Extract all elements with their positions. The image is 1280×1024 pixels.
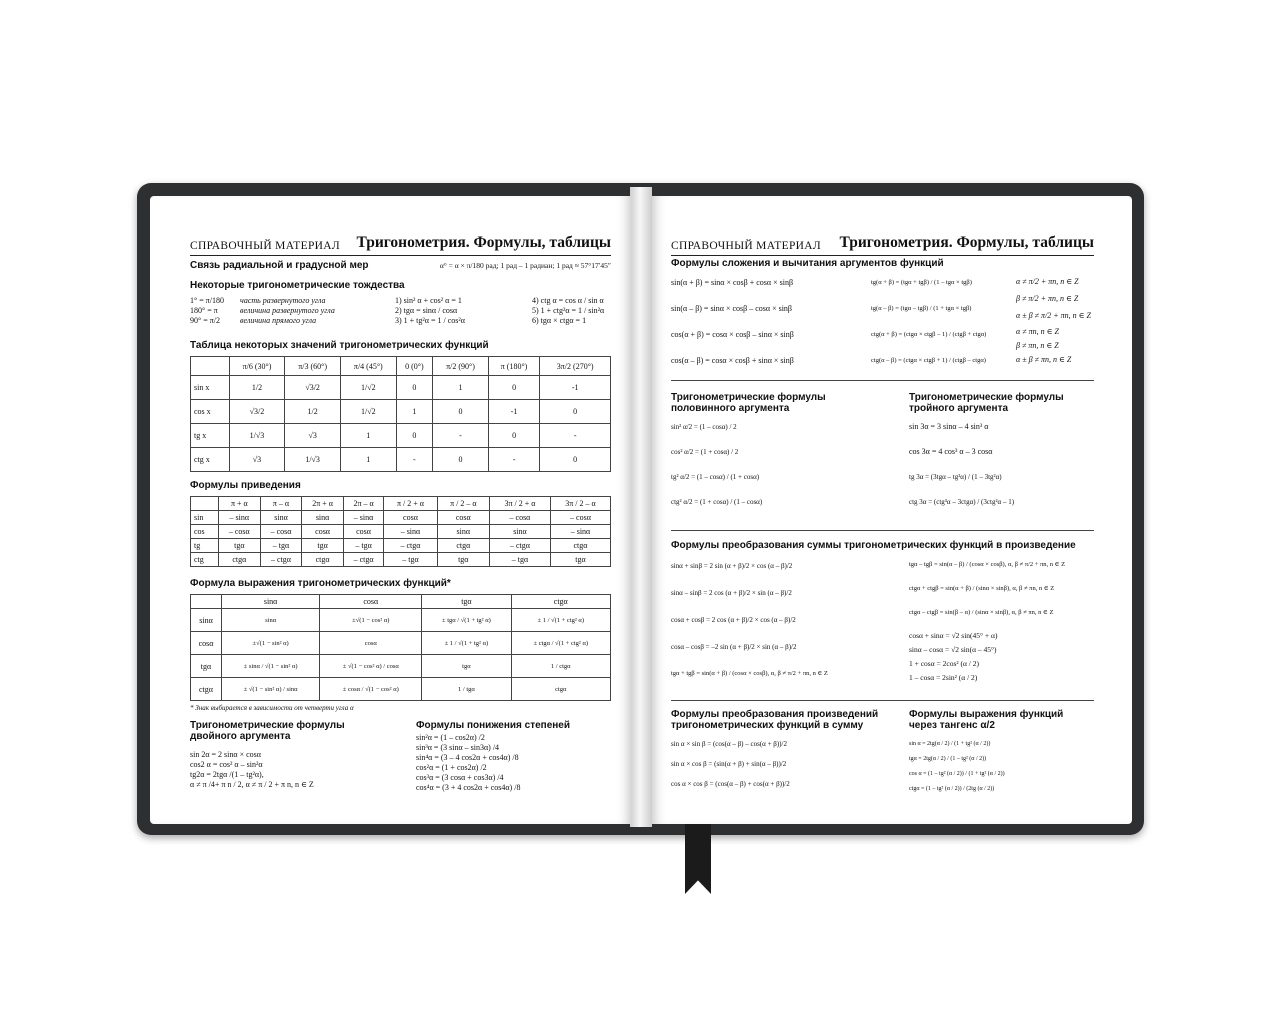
- sum-formula: ctgα + ctgβ = sin(α + β) / (sinα × sinβ), α, β ≠ πn, n ∈ Z: [909, 585, 1055, 592]
- double-formula: sin 2α = 2 sinα × cosα: [190, 750, 261, 759]
- sum-formula: 1 – cosα = 2sin² (α / 2): [909, 673, 978, 682]
- half-formula: sin² α/2 = (1 – cosα) / 2: [671, 423, 737, 431]
- table-header: π – α: [260, 497, 302, 511]
- table-cell: 1 / tgα: [422, 678, 511, 701]
- values-section: [190, 340, 611, 472]
- table-cell: sinα: [222, 609, 320, 632]
- table-cell: 0: [540, 448, 611, 472]
- table-cell: 1/√2: [340, 400, 396, 424]
- table-header: π (180°): [488, 357, 540, 376]
- triple-section: [909, 392, 1094, 520]
- sum-formula: sinα + sinβ = 2 sin (α + β)/2 × cos (α – β)/2: [671, 562, 793, 570]
- power-section: [416, 720, 611, 793]
- table-header: [191, 357, 230, 376]
- sum-formula: cosα – cosβ = –2 sin (α + β)/2 × sin (α – β)/2: [671, 643, 797, 651]
- bookmark-ribbon: [685, 818, 711, 894]
- table-row: [191, 376, 611, 400]
- table-header: 0 (0°): [396, 357, 432, 376]
- right-page: [652, 196, 1132, 824]
- radian-heading: Связь радиальной и градусной мер: [190, 260, 369, 271]
- table-cell: ± √(1 − sin² α) / sinα: [222, 678, 320, 701]
- half-heading: Тригонометрические формулы половинного аргумента: [671, 392, 826, 414]
- table-cell: -: [396, 448, 432, 472]
- expression-table: [190, 594, 611, 701]
- identity-formula: 3) 1 + tg²α = 1 / cos²α: [395, 316, 465, 325]
- triple-formula: tg 3α = (3tgα – tg³α) / (1 – 3tg²α): [909, 473, 1002, 481]
- reduction-section: [190, 480, 611, 567]
- table-cell: 1: [340, 424, 396, 448]
- sum-formula: tgα + tgβ = sin(α + β) / (cosα × cosβ), α, β ≠ π/2 + πn, n ∈ Z: [671, 670, 828, 677]
- table-row: [191, 539, 611, 553]
- product-to-sum-section: [671, 709, 907, 799]
- addition-condition: β ≠ πn, n ∈ Z: [1016, 341, 1059, 350]
- table-cell: ± √(1 − cos² α) / cosα: [320, 655, 422, 678]
- sum-formula: sinα – cosα = √2 sin(α – 45°): [909, 645, 997, 654]
- table-cell: √3/2: [285, 376, 341, 400]
- table-cell: ctgα: [550, 539, 610, 553]
- identity-formula: 6) tgα × ctgα = 1: [532, 316, 587, 325]
- expression-heading: Формула выражения тригонометрических функций*: [190, 578, 451, 589]
- table-cell: sinα: [437, 525, 489, 539]
- table-header: π/3 (60°): [285, 357, 341, 376]
- table-row: [191, 525, 611, 539]
- table-cell: ctg x: [191, 448, 230, 472]
- table-cell: ± tgα / √(1 + tg² α): [422, 609, 511, 632]
- table-cell: sin: [191, 511, 219, 525]
- table-cell: – sinα: [550, 525, 610, 539]
- table-cell: cosα: [437, 511, 489, 525]
- half-tangent-section: [909, 709, 1094, 799]
- half-formula: ctg² α/2 = (1 + cosα) / (1 – cosα): [671, 498, 763, 506]
- table-cell: -1: [488, 400, 540, 424]
- table-header: 2π – α: [343, 497, 383, 511]
- table-cell: tg: [191, 539, 219, 553]
- table-cell: √3: [229, 448, 285, 472]
- table-cell: 0: [396, 376, 432, 400]
- sum-formula: cosα + sinα = √2 sin(45° + α): [909, 631, 998, 640]
- table-cell: sinα: [302, 511, 343, 525]
- identity-desc: величина развернутого угла: [240, 306, 335, 315]
- table-header: π/2 (90°): [433, 357, 489, 376]
- triple-heading: Тригонометрические формулы тройного аргумента: [909, 392, 1064, 414]
- half-tangent-formula: sin α = 2tg(α / 2) / (1 + tg² (α / 2)): [909, 741, 991, 747]
- book-spine: [630, 187, 652, 827]
- page-category: СПРАВОЧНЫЙ МАТЕРИАЛ: [190, 240, 340, 252]
- identities-heading: Некоторые тригонометрические тождества: [190, 280, 405, 291]
- table-cell: cosα: [343, 525, 383, 539]
- table-cell: ±√(1 − sin² α): [222, 632, 320, 655]
- table-cell: 0: [433, 448, 489, 472]
- table-cell: ±√(1 − cos² α): [320, 609, 422, 632]
- table-cell: – cosα: [260, 525, 302, 539]
- table-row: [191, 424, 611, 448]
- table-cell: tgα: [302, 539, 343, 553]
- table-header: [191, 497, 219, 511]
- addition-formula: cos(α + β) = cosα × cosβ – sinα × sinβ: [671, 330, 794, 339]
- product-to-sum-heading: Формулы преобразования произведений тригонометрических функций в сумму: [671, 709, 879, 731]
- power-formula: cos²α = (1 + cos2α) /2: [416, 763, 487, 772]
- addition-formula: sin(α + β) = sinα × cosβ + cosα × sinβ: [671, 278, 794, 287]
- table-cell: 1: [396, 400, 432, 424]
- table-header: π / 2 – α: [437, 497, 489, 511]
- half-tangent-formula: cos α = (1 – tg² (α / 2)) / (1 + tg² (α / 2)): [909, 771, 1005, 777]
- table-cell: ± sinα / √(1 − sin² α): [222, 655, 320, 678]
- table-cell: tg x: [191, 424, 230, 448]
- table-cell: tgα: [422, 655, 511, 678]
- addition-heading: Формулы сложения и вычитания аргументов функций: [671, 258, 944, 269]
- addition-formula: sin(α – β) = sinα × cosβ – cosα × sinβ: [671, 304, 792, 313]
- product-formula: sin α × sin β = (cos(α – β) – cos(α + β))/2: [671, 740, 787, 748]
- sum-to-product-section: [671, 540, 1094, 694]
- page-title: Тригонометрия. Формулы, таблицы: [356, 234, 611, 251]
- table-cell: tgα: [437, 553, 489, 567]
- table-cell: – ctgα: [260, 553, 302, 567]
- double-formula: α ≠ π /4+ π n / 2, α ≠ π / 2 + π n, n ∈ Z: [190, 780, 314, 789]
- table-cell: cosα: [302, 525, 343, 539]
- half-tangent-formula: tgα = 2tg(α / 2) / (1 – tg² (α / 2)): [909, 756, 987, 762]
- table-cell: √3/2: [229, 400, 285, 424]
- half-section: [671, 392, 871, 520]
- table-cell: ± cosα / √(1 − cos² α): [320, 678, 422, 701]
- identity-desc: величина прямого угла: [240, 316, 317, 325]
- table-cell: tgα: [218, 539, 260, 553]
- table-cell: – ctgα: [489, 539, 550, 553]
- addition-condition: α ≠ πn, n ∈ Z: [1016, 327, 1059, 336]
- radian-section: [190, 260, 611, 271]
- table-cell: – tgα: [489, 553, 550, 567]
- divider: [671, 530, 1094, 531]
- table-header: π/6 (30°): [229, 357, 285, 376]
- table-header: π / 2 + α: [384, 497, 437, 511]
- table-cell: 1/2: [285, 400, 341, 424]
- table-header: 3π/2 (270°): [540, 357, 611, 376]
- sum-formula: sinα – sinβ = 2 cos (α + β)/2 × sin (α – β)/2: [671, 589, 792, 597]
- sum-formula: 1 + cosα = 2cos² (α / 2): [909, 659, 980, 668]
- half-formula: cos² α/2 = (1 + cosα) / 2: [671, 448, 739, 456]
- table-cell: – ctgα: [343, 553, 383, 567]
- identity-formula: 4) ctg α = cos α / sin α: [532, 296, 604, 305]
- addition-formula: tg(α + β) = (tgα + tgβ) / (1 – tgα × tgβ): [871, 279, 972, 286]
- table-cell: – cosα: [550, 511, 610, 525]
- table-cell: tgα: [191, 655, 222, 678]
- table-header: π + α: [218, 497, 260, 511]
- addition-condition: α ± β ≠ πn, n ∈ Z: [1016, 355, 1072, 364]
- table-cell: -: [488, 448, 540, 472]
- table-cell: – tgα: [260, 539, 302, 553]
- triple-formula: sin 3α = 3 sinα – 4 sin³ α: [909, 422, 989, 431]
- triple-formula: cos 3α = 4 cos³ α – 3 cosα: [909, 447, 993, 456]
- table-cell: – tgα: [384, 553, 437, 567]
- divider: [671, 380, 1094, 381]
- table-header: tgα: [422, 595, 511, 609]
- table-row: [191, 609, 611, 632]
- table-cell: ctgα: [218, 553, 260, 567]
- values-heading: Таблица некоторых значений тригонометрических функций: [190, 340, 489, 351]
- addition-condition: α ± β ≠ π/2 + πn, n ∈ Z: [1016, 311, 1091, 320]
- table-cell: ctgα: [191, 678, 222, 701]
- divider: [671, 700, 1094, 701]
- table-cell: 0: [540, 400, 611, 424]
- table-cell: ctgα: [302, 553, 343, 567]
- power-formula: sin³α = (3 sinα – sin3α) /4: [416, 743, 500, 752]
- table-cell: 1: [433, 376, 489, 400]
- identity-value: 180° = π: [190, 306, 218, 315]
- table-cell: sinα: [489, 525, 550, 539]
- reduction-heading: Формулы приведения: [190, 480, 301, 491]
- addition-formula: cos(α – β) = cosα × cosβ + sinα × sinβ: [671, 356, 794, 365]
- triple-formula: ctg 3α = (ctg³α – 3ctgα) / (3ctg²α – 1): [909, 498, 1015, 506]
- power-formula: sin²α = (1 – cos2α) /2: [416, 733, 485, 742]
- table-cell: 0: [488, 376, 540, 400]
- identity-value: 90° = π/2: [190, 316, 220, 325]
- table-cell: – cosα: [489, 511, 550, 525]
- table-cell: cosα: [191, 632, 222, 655]
- radian-formula: α° = α × π/180 рад; 1 рад – 1 радиан; 1 рад ≈ 57°17′45″: [439, 260, 611, 270]
- product-formula: sin α × cos β = (sin(α + β) + sin(α – β))/2: [671, 760, 787, 768]
- identity-formula: 2) tgα = sinα / cosα: [395, 306, 458, 315]
- half-formula: tg² α/2 = (1 – cosα) / (1 + cosα): [671, 473, 760, 481]
- table-row: [191, 400, 611, 424]
- table-header: 3π / 2 – α: [550, 497, 610, 511]
- table-cell: 1/√2: [340, 376, 396, 400]
- table-cell: -: [540, 424, 611, 448]
- sum-formula: tgα – tgβ = sin(α – β) / (cosα × cosβ), α, β ≠ π/2 + πn, n ∈ Z: [909, 561, 1066, 568]
- table-cell: 0: [488, 424, 540, 448]
- table-cell: – tgα: [343, 539, 383, 553]
- identities-section: [190, 280, 611, 326]
- table-header: 2π + α: [302, 497, 343, 511]
- table-cell: cosα: [384, 511, 437, 525]
- table-cell: -: [433, 424, 489, 448]
- table-cell: – ctgα: [384, 539, 437, 553]
- addition-section: [671, 258, 1094, 379]
- double-heading: Тригонометрические формулы двойного аргумента: [190, 720, 345, 742]
- power-formula: cos³α = (3 cosα + cos3α) /4: [416, 773, 504, 782]
- table-cell: ctgα: [437, 539, 489, 553]
- sum-to-product-heading: Формулы преобразования суммы тригонометрических функций в произведение: [671, 540, 1076, 551]
- table-cell: √3: [285, 424, 341, 448]
- table-cell: sinα: [191, 609, 222, 632]
- page-header: [190, 230, 611, 256]
- sum-formula: ctgα – ctgβ = sin(β – α) / (sinα × sinβ), α, β ≠ πn, n ∈ Z: [909, 609, 1054, 616]
- table-row: [191, 655, 611, 678]
- half-tangent-formula: ctgα = (1 – tg² (α / 2)) / (2tg (α / 2)): [909, 786, 995, 792]
- table-cell: cosα: [320, 632, 422, 655]
- table-row: [191, 448, 611, 472]
- identity-value: 1° = π/180: [190, 296, 224, 305]
- table-cell: – sinα: [384, 525, 437, 539]
- power-formula: cos⁴α = (3 + 4 cos2α + cos4α) /8: [416, 783, 521, 792]
- table-cell: – sinα: [218, 511, 260, 525]
- table-header: cosα: [320, 595, 422, 609]
- identity-formula: 1) sin² α + cos² α = 1: [395, 296, 462, 305]
- table-cell: – cosα: [218, 525, 260, 539]
- table-cell: cos x: [191, 400, 230, 424]
- table-cell: sin x: [191, 376, 230, 400]
- table-row: [191, 511, 611, 525]
- expression-note: * Знак выбирается в зависимости от четверти угла α: [190, 704, 354, 712]
- reduction-table: [190, 496, 611, 567]
- sum-formula: cosα + cosβ = 2 cos (α + β)/2 × cos (α – β)/2: [671, 616, 796, 624]
- table-cell: 1/2: [229, 376, 285, 400]
- table-cell: ± 1 / √(1 + tg² α): [422, 632, 511, 655]
- page-header: [671, 230, 1094, 256]
- half-tangent-heading: Формулы выражения функций через тангенс α/2: [909, 709, 1064, 731]
- table-row: [191, 553, 611, 567]
- table-cell: ctgα: [511, 678, 611, 701]
- table-cell: ± ctgα / √(1 + ctg² α): [511, 632, 611, 655]
- table-cell: tgα: [550, 553, 610, 567]
- table-cell: ctg: [191, 553, 219, 567]
- table-header: sinα: [222, 595, 320, 609]
- table-cell: sinα: [260, 511, 302, 525]
- table-cell: 1: [340, 448, 396, 472]
- left-page: [150, 196, 631, 824]
- addition-condition: α ≠ π/2 + πn, n ∈ Z: [1016, 277, 1079, 286]
- table-header: 3π / 2 + α: [489, 497, 550, 511]
- addition-formula: ctg(α – β) = (ctgα × ctgβ + 1) / (ctgβ – ctgα): [871, 357, 986, 364]
- page-title: Тригонометрия. Формулы, таблицы: [839, 234, 1094, 251]
- addition-formula: ctg(α + β) = (ctgα × ctgβ – 1) / (ctgβ + ctgα): [871, 331, 987, 338]
- table-row: [191, 678, 611, 701]
- table-header: π/4 (45°): [340, 357, 396, 376]
- identity-desc: часть развернутого угла: [240, 296, 326, 305]
- table-cell: 0: [433, 400, 489, 424]
- table-cell: -1: [540, 376, 611, 400]
- double-section: [190, 720, 412, 790]
- table-cell: – sinα: [343, 511, 383, 525]
- addition-formula: tg(α – β) = (tgα – tgβ) / (1 + tgα × tgβ): [871, 305, 972, 312]
- table-header: [191, 595, 222, 609]
- power-heading: Формулы понижения степеней: [416, 720, 571, 731]
- values-table: [190, 356, 611, 472]
- table-cell: 1/√3: [229, 424, 285, 448]
- page-category: СПРАВОЧНЫЙ МАТЕРИАЛ: [671, 240, 821, 252]
- table-cell: 0: [396, 424, 432, 448]
- product-formula: cos α × cos β = (cos(α – β) + cos(α + β))/2: [671, 780, 790, 788]
- double-formula: cos2 α = cos² α – sin²α: [190, 760, 263, 769]
- table-cell: ± 1 / √(1 + ctg² α): [511, 609, 611, 632]
- addition-condition: β ≠ π/2 + πn, n ∈ Z: [1016, 294, 1079, 303]
- power-formula: sin⁴α = (3 – 4 cos2α + cos4α) /8: [416, 753, 519, 762]
- table-cell: 1 / ctgα: [511, 655, 611, 678]
- expression-section: [190, 578, 611, 713]
- double-formula: tg2α = 2tgα /(1 – tg²α),: [190, 770, 264, 779]
- table-header: ctgα: [511, 595, 611, 609]
- table-cell: cos: [191, 525, 219, 539]
- identity-formula: 5) 1 + ctg²α = 1 / sin²α: [532, 306, 605, 315]
- table-cell: 1/√3: [285, 448, 341, 472]
- table-row: [191, 632, 611, 655]
